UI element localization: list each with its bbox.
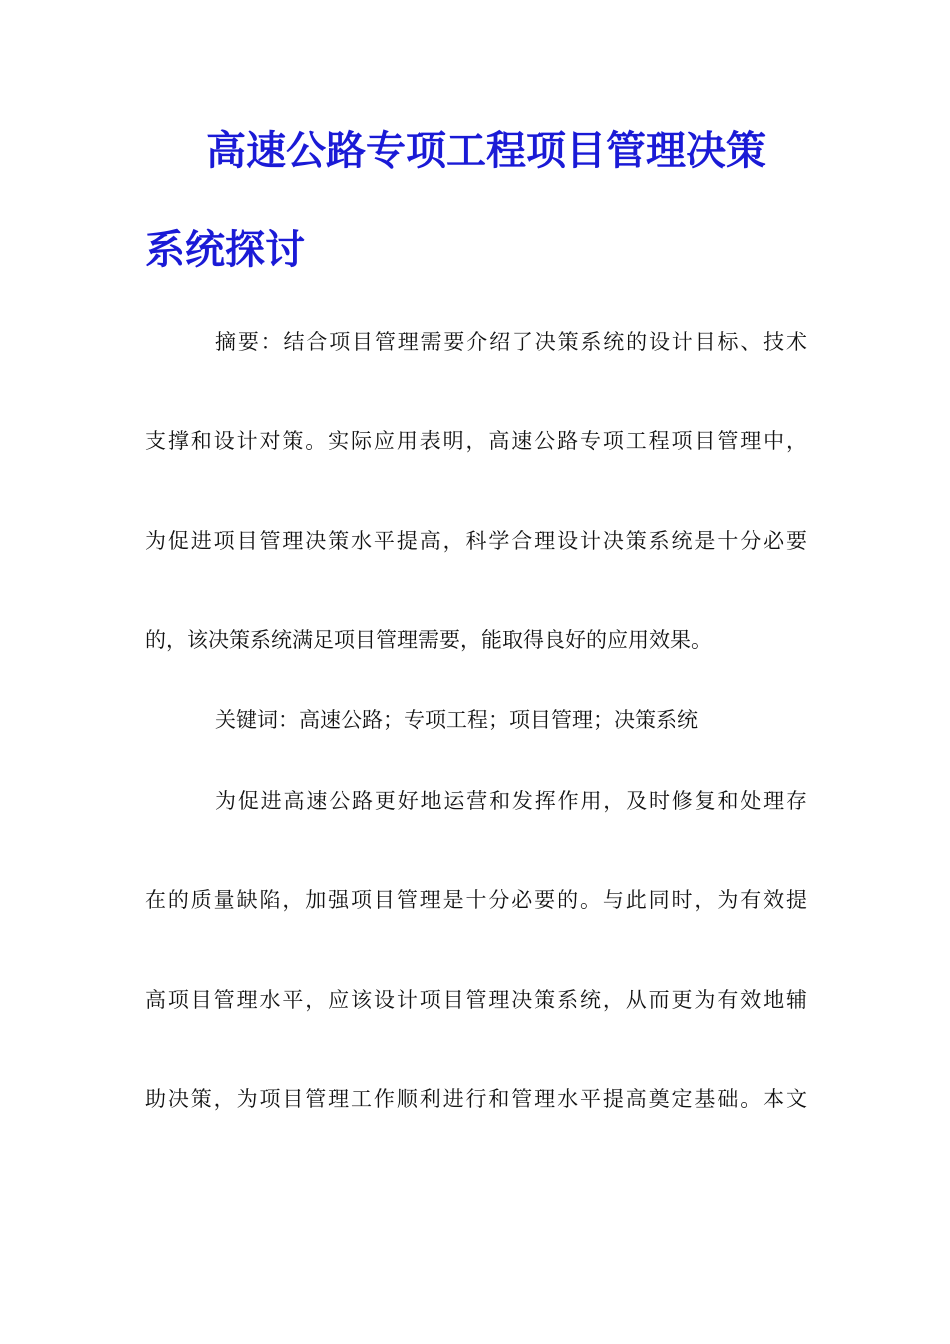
abstract-line-4: 的，该决策系统满足项目管理需要，能取得良好的应用效果。 (145, 628, 712, 652)
body-line-3: 高项目管理水平，应该设计项目管理决策系统，从而更为有效地辅 (145, 988, 807, 1012)
abstract-line-3: 为促进项目管理决策水平提高，科学合理设计决策系统是十分必要 (145, 529, 807, 553)
keywords-line: 关键词：高速公路；专项工程；项目管理；决策系统 (215, 708, 698, 732)
body-line-2: 在的质量缺陷，加强项目管理是十分必要的。与此同时，为有效提 (145, 888, 807, 912)
abstract-line-2: 支撑和设计对策。实际应用表明，高速公路专项工程项目管理中， (145, 429, 807, 453)
document-title-line-1: 高速公路专项工程项目管理决策 (206, 127, 766, 174)
abstract-line-1: 摘要：结合项目管理需要介绍了决策系统的设计目标、技术 (215, 330, 807, 354)
body-line-1: 为促进高速公路更好地运营和发挥作用，及时修复和处理存 (215, 789, 807, 813)
document-title-line-2: 系统探讨 (145, 226, 305, 273)
body-line-4: 助决策，为项目管理工作顺利进行和管理水平提高奠定基础。本文 (145, 1087, 807, 1111)
